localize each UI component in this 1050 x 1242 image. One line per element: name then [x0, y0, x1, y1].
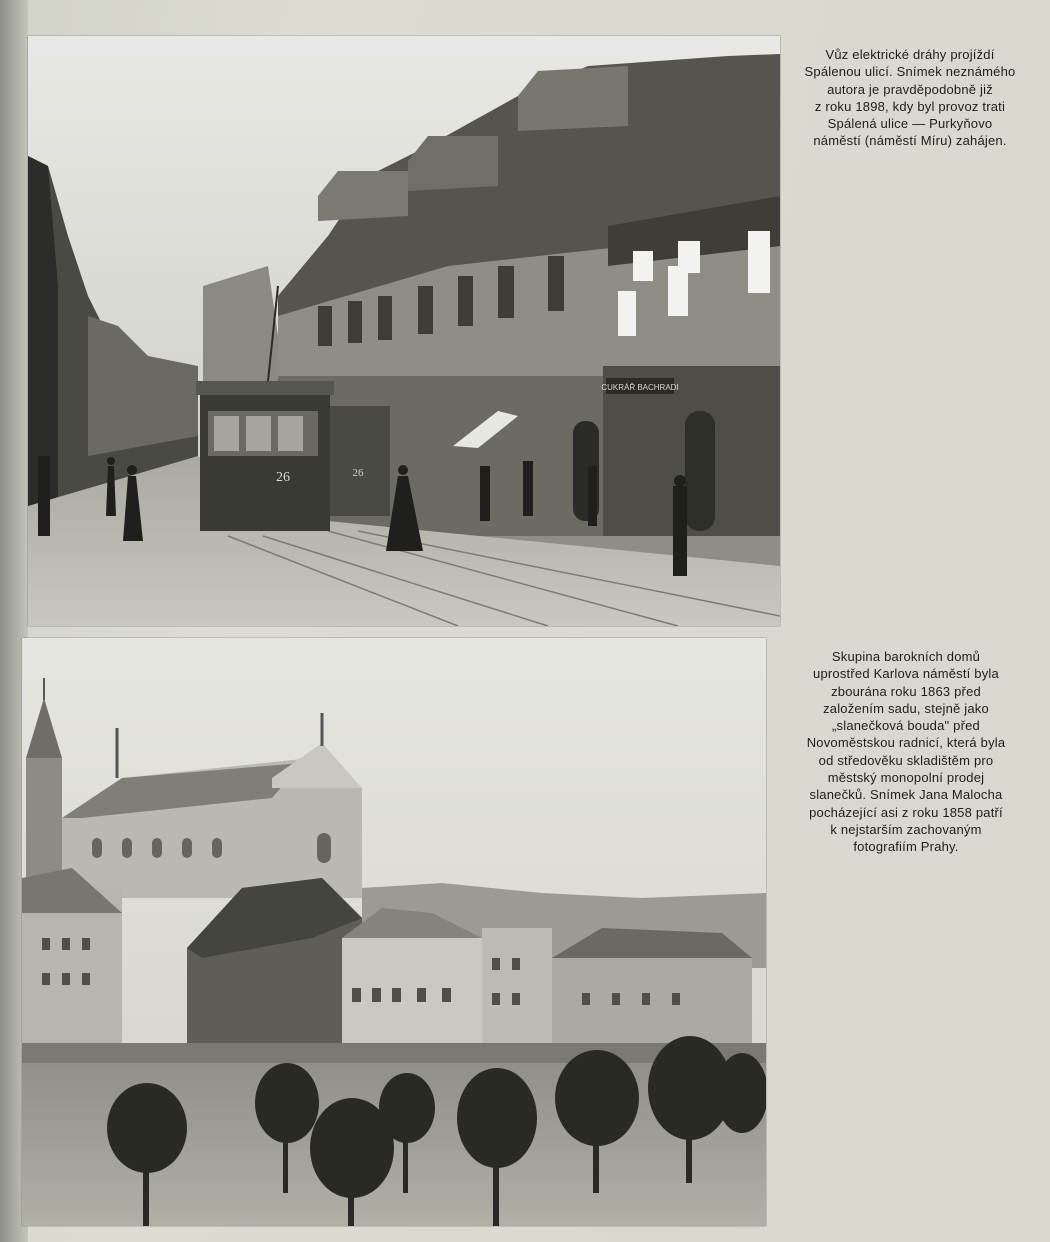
caption-top-line: náměstí (náměstí Míru) zahájen. [813, 133, 1007, 149]
caption-bottom-line: Novoměstskou radnicí, která byla [806, 735, 1006, 751]
caption-bottom-line: fotografiím Prahy. [853, 839, 959, 855]
caption-bottom-line: uprostřed Karlova náměstí byla [813, 666, 999, 682]
caption-bottom-line: městský monopolní prodej [827, 770, 985, 786]
shop-sign-text: CUKRÁŘ BACHRADI [601, 383, 679, 392]
caption-top-line: Vůz elektrické dráhy projíždí [825, 47, 995, 62]
caption-top-line: autora je pravděpodobně již [827, 81, 993, 97]
caption-top [790, 46, 1030, 150]
tram-number: 26 [276, 470, 290, 485]
caption-bottom [778, 648, 1034, 856]
caption-bottom-line: pocházející asi z roku 1858 patří [809, 804, 1003, 820]
caption-top-line: z roku 1898, kdy byl provoz trati [814, 98, 1006, 114]
photo-tram-spalena-street [28, 36, 780, 626]
caption-bottom-line: k nejstarším zachovaným [830, 821, 982, 837]
caption-bottom-line: od středověku skladištěm pro [818, 752, 994, 768]
caption-bottom-line: zbourána roku 1863 před [831, 683, 981, 699]
caption-bottom-line: slanečků. Snímek Jana Malocha [809, 787, 1003, 803]
caption-bottom-line: založením sadu, stejně jako [823, 700, 989, 716]
caption-bottom-line: „slanečková bouda" před [832, 718, 980, 734]
caption-top-line: Spálenou ulicí. Snímek neznámého [804, 64, 1016, 80]
caption-bottom-line: Skupina barokních domů [831, 649, 981, 664]
tram-number-second: 26 [352, 467, 364, 479]
caption-top-line: Spálená ulice — Purkyňovo [827, 116, 993, 132]
photo-karlovo-namesti-houses [22, 638, 766, 1226]
